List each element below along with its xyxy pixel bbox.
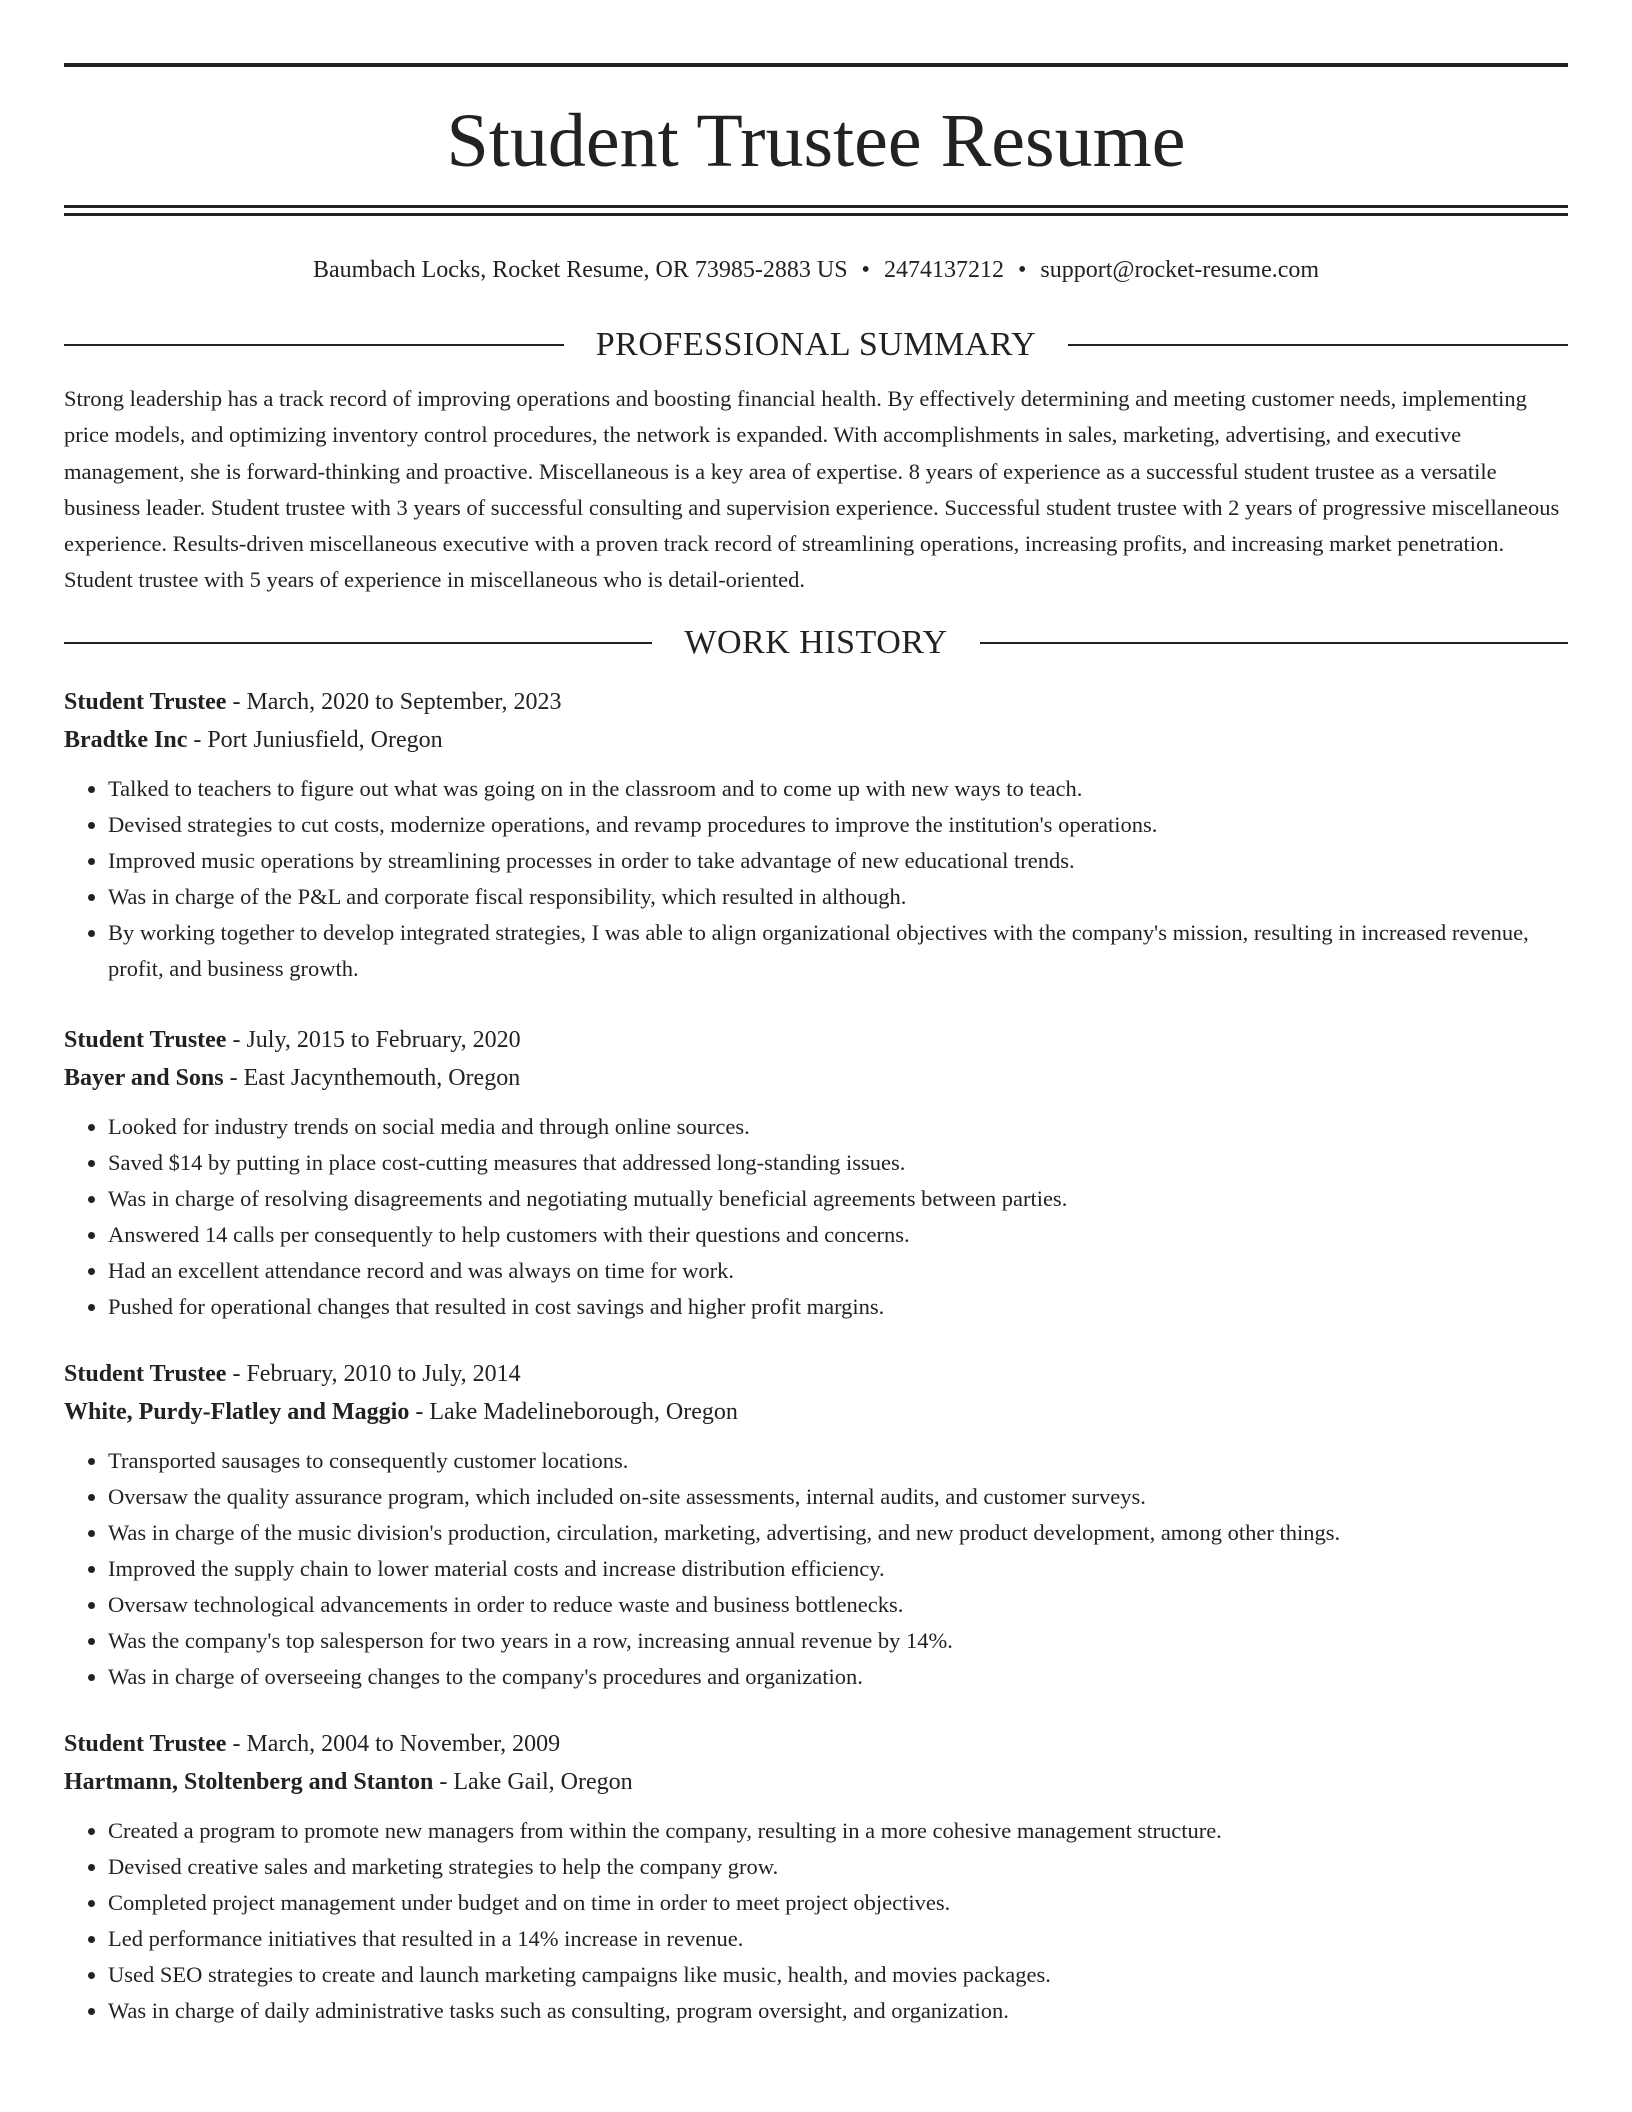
job-company-line	[64, 1763, 1568, 1801]
page-title: Student Trustee Resume	[446, 99, 1186, 183]
job-company-line	[64, 1059, 1568, 1097]
bullet-item: • Led performance initiatives that resulted in a 14% increase in revenue.	[108, 1921, 1568, 1957]
bullet-item: • Was in charge of the P&L and corporate fiscal responsibility, which resulted in although.	[108, 879, 1568, 915]
contact-address: Baumbach Locks, Rocket Resume, OR 73985-2883 US	[312, 257, 848, 283]
job-bullets	[64, 1813, 1568, 2029]
bullet-item: • Was in charge of daily administrative tasks such as consulting, program oversight, and organization.	[108, 1993, 1568, 2029]
work-section-header	[64, 623, 1568, 663]
job-entry	[64, 1355, 1568, 1695]
job-company-line	[64, 1393, 1568, 1431]
resume-content	[64, 63, 1568, 2029]
bullet-item: • Answered 14 calls per consequently to help customers with their questions and concerns.	[108, 1217, 1568, 1253]
job-bullets	[64, 1443, 1568, 1695]
bullet-item: • Pushed for operational changes that resulted in cost savings and higher profit margins.	[108, 1289, 1568, 1325]
job-location: - Lake Madelineborough, Oregon	[409, 1398, 738, 1425]
job-company: Bayer and Sons	[64, 1064, 224, 1091]
job-bullets	[64, 1109, 1568, 1325]
bullet-item: • Improved the supply chain to lower material costs and increase distribution efficiency.	[108, 1551, 1568, 1587]
bullet-item: • Improved music operations by streamlining processes in order to take advantage of new educational trends.	[108, 843, 1568, 879]
bullet-item: • Was in charge of the music division's production, circulation, marketing, advertising, and new product development, among other things.	[108, 1515, 1568, 1551]
divider-line	[1068, 344, 1568, 346]
bullet-item: • Transported sausages to consequently customer locations.	[108, 1443, 1568, 1479]
summary-text: Strong leadership has a track record of improving operations and boosting financial health. By effectively determining and meeting customer needs, implementing price models, and optimizing inventory control procedures, the network is expanded. With accomplishments in sales, marketing, advertising, and executive management, she is forward-thinking and proactive. Miscellaneous is a key area of expertise. 8 years of experience as a successful student trustee as a versatile business leader. Student trustee with 3 years of successful consulting and supervision experience. Successful student trustee with 2 years of progressive miscellaneous experience. Results-driven miscellaneous executive with a proven track record of streamlining operations, increasing profits, and increasing market penetration. Student trustee with 5 years of experience in miscellaneous who is detail-oriented.	[64, 386, 1560, 593]
contact-separator: •	[1017, 257, 1027, 283]
top-rule	[64, 63, 1568, 67]
bullet-item: • Talked to teachers to figure out what was going on in the classroom and to come up with new ways to teach.	[108, 771, 1568, 807]
work-heading: WORK HISTORY	[684, 623, 948, 661]
bullet-item: • Looked for industry trends on social media and through online sources.	[108, 1109, 1568, 1145]
contact-email: support@rocket-resume.com	[1040, 257, 1320, 283]
job-title-line	[64, 1725, 1568, 1763]
job-title-line	[64, 683, 1568, 721]
contact-separator: •	[861, 257, 870, 283]
bullet-item: • Used SEO strategies to create and launch marketing campaigns like music, health, and movies packages.	[108, 1957, 1568, 1993]
job-dates: - July, 2015 to February, 2020	[226, 1026, 521, 1053]
summary-section-header	[64, 325, 1568, 365]
job-company-line	[64, 721, 1568, 759]
bullet-item: • Devised strategies to cut costs, modernize operations, and revamp procedures to improve the institution's operations.	[108, 807, 1568, 843]
bullet-item: • Completed project management under budget and on time in order to meet project objectives.	[108, 1885, 1568, 1921]
job-title: Student Trustee	[64, 1026, 227, 1053]
bullet-item: • Was in charge of overseeing changes to the company's procedures and organization.	[108, 1659, 1568, 1695]
job-dates: - February, 2010 to July, 2014	[226, 1360, 521, 1387]
bullet-item: • Oversaw technological advancements in order to reduce waste and business bottlenecks.	[108, 1587, 1568, 1623]
title-double-rule	[64, 205, 1568, 216]
job-title: Student Trustee	[64, 1360, 227, 1387]
work-history-list	[64, 683, 1568, 2029]
job-location: - Port Juniusfield, Oregon	[187, 726, 443, 753]
job-company: Bradtke Inc	[64, 726, 188, 753]
job-dates: - March, 2020 to September, 2023	[226, 688, 562, 715]
job-dates: - March, 2004 to November, 2009	[226, 1730, 561, 1757]
job-entry	[64, 1725, 1568, 2029]
contact-phone: 2474137212	[883, 257, 1004, 283]
bullet-item: • Devised creative sales and marketing strategies to help the company grow.	[108, 1849, 1568, 1885]
bullet-item: • Oversaw the quality assurance program, which included on-site assessments, internal audits, and customer surveys.	[108, 1479, 1568, 1515]
job-company: Hartmann, Stoltenberg and Stanton	[64, 1768, 434, 1795]
summary-heading: PROFESSIONAL SUMMARY	[595, 326, 1037, 363]
job-title-line	[64, 1355, 1568, 1393]
bullet-item: • Was the company's top salesperson for two years in a row, increasing annual revenue by 14%.	[108, 1623, 1568, 1659]
job-location: - East Jacynthemouth, Oregon	[223, 1064, 521, 1091]
job-title-line	[64, 1021, 1568, 1059]
bullet-item: • Was in charge of resolving disagreements and negotiating mutually beneficial agreements between parties.	[108, 1181, 1568, 1217]
job-company: White, Purdy-Flatley and Maggio	[64, 1398, 410, 1425]
job-title: Student Trustee	[64, 688, 227, 715]
bullet-item: • Created a program to promote new managers from within the company, resulting in a more cohesive management structure.	[108, 1813, 1568, 1849]
job-entry	[64, 683, 1568, 987]
bullet-item: • Saved $14 by putting in place cost-cutting measures that addressed long-standing issues.	[108, 1145, 1568, 1181]
job-location: - Lake Gail, Oregon	[433, 1768, 633, 1795]
divider-line	[64, 344, 564, 346]
bullet-item: • Had an excellent attendance record and was always on time for work.	[108, 1253, 1568, 1289]
job-entry	[64, 1021, 1568, 1325]
contact-line	[64, 253, 1568, 287]
divider-line	[64, 642, 652, 644]
divider-line	[980, 642, 1568, 644]
bullet-item: • By working together to develop integrated strategies, I was able to align organizational objectives with the company's mission, resulting in increased revenue, profit, and business growth.	[108, 915, 1568, 987]
job-bullets	[64, 771, 1568, 987]
job-title: Student Trustee	[64, 1730, 227, 1757]
